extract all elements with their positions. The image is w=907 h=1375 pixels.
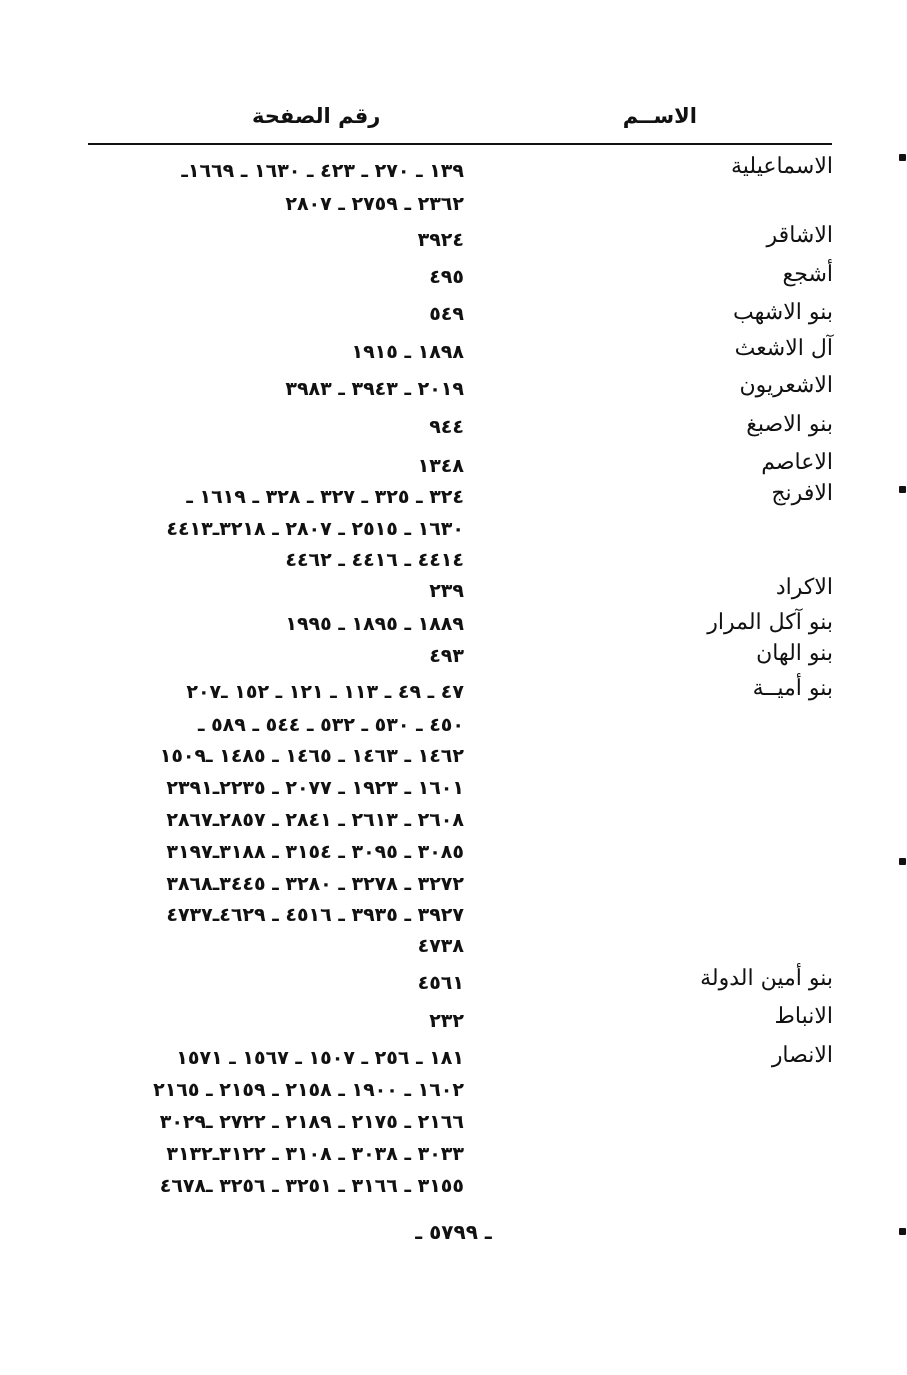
column-header-name: الاســم (622, 104, 697, 128)
entry-pages-line: ٣٩٢٤ (417, 229, 464, 251)
entry-pages-line: ٤٩٣ (429, 645, 464, 667)
entry-name: بنو الاشهب (733, 300, 833, 325)
entry-pages-line: ١٦٠٢ ـ ١٩٠٠ ـ ٢١٥٨ ـ ٢١٥٩ ـ ٢١٦٥ (153, 1079, 464, 1101)
entry-name: بنو الاصبغ (746, 412, 833, 437)
page-number: ـ ٥٧٩٩ ـ (415, 1220, 492, 1244)
entry-pages-line: ١٣٤٨ (417, 455, 464, 477)
entry-pages-line: ١٦٣٠ ـ ٢٥١٥ ـ ٢٨٠٧ ـ ٣٢١٨ـ٤٤١٣ (166, 518, 464, 540)
scan-mark (899, 1228, 906, 1235)
entry-pages-line: ١٣٩ ـ ٢٧٠ ـ ٤٢٣ ـ ١٦٣٠ ـ ١٦٦٩ـ (181, 160, 464, 182)
entry-name: الافرنج (771, 481, 833, 506)
entry-pages-line: ٢٠١٩ ـ ٣٩٤٣ ـ ٣٩٨٣ (285, 378, 464, 400)
entry-pages-line: ٢٦٠٨ ـ ٢٦١٣ ـ ٢٨٤١ ـ ٢٨٥٧ـ٢٨٦٧ (166, 809, 464, 831)
entry-pages-line: ١٨٨٩ ـ ١٨٩٥ ـ ١٩٩٥ (285, 613, 464, 635)
entry-name: بنو أمين الدولة (700, 966, 833, 991)
entry-name: الانصار (771, 1043, 833, 1068)
entry-name: الاشعريون (739, 373, 833, 398)
entry-name: بنو آكل المرار (707, 610, 833, 635)
entry-name: بنو الهان (756, 641, 833, 666)
entry-pages-line: ٣٢٧٢ ـ ٣٢٧٨ ـ ٣٢٨٠ ـ ٣٤٤٥ـ٣٨٦٨ (166, 873, 464, 895)
entry-pages-line: ٢٣٩ (429, 580, 464, 602)
header-rule (88, 143, 832, 145)
entry-pages-line: ٤٩٥ (429, 266, 464, 288)
scan-mark (899, 154, 906, 161)
entry-pages-line: ٤٤١٤ ـ ٤٤١٦ ـ ٤٤٦٢ (285, 549, 464, 571)
entry-name: بنو أميــة (752, 676, 833, 701)
entry-pages-line: ٤٧٣٨ (417, 935, 464, 957)
entry-pages-line: ٣٢٤ ـ ٣٢٥ ـ ٣٢٧ ـ ٣٢٨ ـ ١٦١٩ ـ (186, 486, 464, 508)
scan-mark (899, 858, 906, 865)
entry-name: الاعاصم (761, 450, 833, 475)
entry-pages-line: ١٤٦٢ ـ ١٤٦٣ ـ ١٤٦٥ ـ ١٤٨٥ ـ١٥٠٩ (159, 745, 464, 767)
entry-name: آل الاشعث (734, 336, 833, 361)
entry-pages-line: ٢٣٦٢ ـ ٢٧٥٩ ـ ٢٨٠٧ (285, 193, 464, 215)
entry-name: الاسماعيلية (731, 154, 833, 179)
entry-pages-line: ٣١٥٥ ـ ٣١٦٦ ـ ٣٢٥١ ـ ٣٢٥٦ ـ٤٦٧٨ (159, 1175, 464, 1197)
entry-pages-line: ٣٩٢٧ ـ ٣٩٣٥ ـ ٤٥١٦ ـ ٤٦٢٩ـ٤٧٣٧ (166, 904, 464, 926)
entry-name: أشجع (782, 262, 833, 287)
entry-pages-line: ٢١٦٦ ـ ٢١٧٥ ـ ٢١٨٩ ـ ٢٧٢٢ ـ٣٠٢٩ (159, 1111, 464, 1133)
column-header-page-number: رقم الصفحة (252, 104, 381, 128)
entry-pages-line: ٤٥٠ ـ ٥٣٠ ـ ٥٣٢ ـ ٥٤٤ ـ ٥٨٩ ـ (197, 714, 464, 736)
entry-pages-line: ١٨١ ـ ٢٥٦ ـ ١٥٠٧ ـ ١٥٦٧ ـ ١٥٧١ (176, 1047, 464, 1069)
entry-pages-line: ٥٤٩ (429, 303, 464, 325)
entry-pages-line: ١٨٩٨ ـ ١٩١٥ (351, 341, 464, 363)
entry-pages-line: ٩٤٤ (429, 416, 464, 438)
entry-name: الاشاقر (766, 223, 833, 248)
entry-pages-line: ٢٣٢ (429, 1010, 464, 1032)
entry-pages-line: ٤٧ ـ ٤٩ ـ ١١٣ ـ ١٢١ ـ ١٥٢ ـ٢٠٧ (186, 681, 464, 703)
entry-pages-line: ٣٠٣٣ ـ ٣٠٣٨ ـ ٣١٠٨ ـ ٣١٢٢ـ٣١٣٢ (166, 1143, 464, 1165)
entry-pages-line: ١٦٠١ ـ ١٩٢٣ ـ ٢٠٧٧ ـ ٢٢٣٥ـ٢٣٩١ (166, 777, 464, 799)
entry-pages-line: ٣٠٨٥ ـ ٣٠٩٥ ـ ٣١٥٤ ـ ٣١٨٨ـ٣١٩٧ (166, 841, 464, 863)
entry-name: الاكراد (775, 575, 833, 600)
entry-pages-line: ٤٥٦١ (417, 972, 464, 994)
scan-mark (899, 486, 906, 493)
entry-name: الانباط (774, 1004, 833, 1029)
